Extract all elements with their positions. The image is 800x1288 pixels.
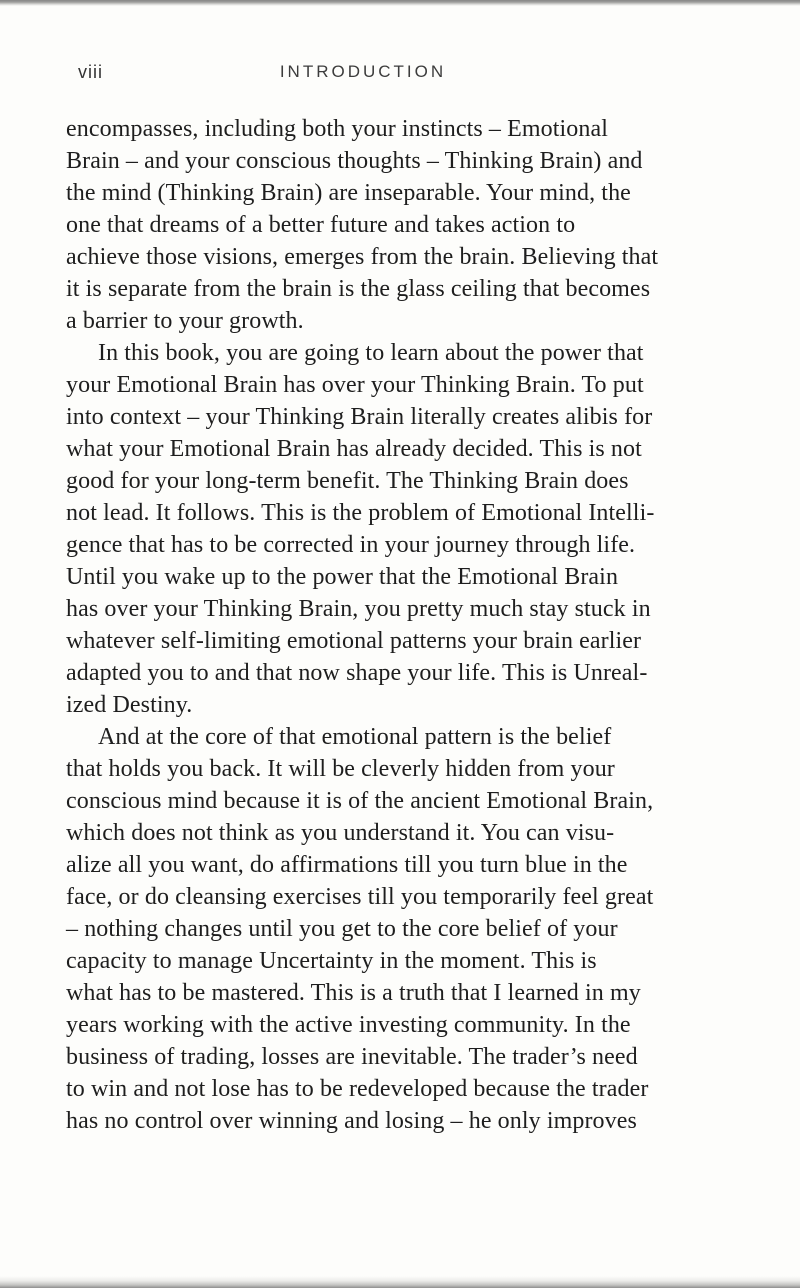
text-line: capacity to manage Uncertainty in the moment. This is bbox=[66, 948, 597, 974]
text-line: conscious mind because it is of the ancient Emotional Brain, bbox=[66, 788, 654, 814]
text-line: ized Destiny. bbox=[66, 692, 193, 718]
page-top-edge bbox=[0, 0, 800, 6]
text-line: Until you wake up to the power that the Emotional Brain bbox=[66, 564, 619, 590]
text-line: one that dreams of a better future and takes action to bbox=[66, 212, 576, 238]
text-line: And at the core of that emotional pattern is the belief bbox=[98, 724, 612, 750]
text-line: what your Emotional Brain has already decided. This is not bbox=[66, 436, 642, 462]
page-number: viii bbox=[78, 62, 103, 82]
text-line: into context – your Thinking Brain literally creates alibis for bbox=[66, 404, 653, 430]
text-line: whatever self-limiting emotional patterns your brain earlier bbox=[66, 628, 642, 654]
text-line: has no control over winning and losing – he only improves bbox=[66, 1108, 637, 1134]
text-line: good for your long-term benefit. The Thinking Brain does bbox=[66, 468, 629, 494]
text-line: face, or do cleansing exercises till you temporarily feel great bbox=[66, 884, 654, 910]
text-line: In this book, you are going to learn about the power that bbox=[98, 340, 644, 366]
text-block bbox=[66, 113, 666, 1137]
text-line: encompasses, including both your instincts – Emotional bbox=[66, 116, 609, 142]
text-line: your Emotional Brain has over your Thinking Brain. To put bbox=[66, 372, 644, 398]
text-line: gence that has to be corrected in your journey through life. bbox=[66, 532, 636, 558]
text-line: it is separate from the brain is the glass ceiling that becomes bbox=[66, 276, 651, 302]
text-line: that holds you back. It will be cleverly hidden from your bbox=[66, 756, 615, 782]
text-line: adapted you to and that now shape your life. This is Unreal- bbox=[66, 660, 648, 686]
text-line: alize all you want, do affirmations till you turn blue in the bbox=[66, 852, 628, 878]
text-line: has over your Thinking Brain, you pretty much stay stuck in bbox=[66, 596, 651, 622]
text-line: – nothing changes until you get to the core belief of your bbox=[66, 916, 618, 942]
text-line: business of trading, losses are inevitable. The trader’s need bbox=[66, 1044, 638, 1070]
paragraph bbox=[66, 113, 666, 337]
text-line: the mind (Thinking Brain) are inseparable. Your mind, the bbox=[66, 180, 631, 206]
text-line: to win and not lose has to be redeveloped because the trader bbox=[66, 1076, 649, 1102]
text-line: not lead. It follows. This is the problem of Emotional Intelli- bbox=[66, 500, 655, 526]
text-line: Brain – and your conscious thoughts – Thinking Brain) and bbox=[66, 148, 643, 174]
paragraph bbox=[66, 337, 666, 721]
text-line: which does not think as you understand it. You can visu- bbox=[66, 820, 615, 846]
paragraph bbox=[66, 721, 666, 1137]
page-bottom-edge bbox=[0, 1276, 800, 1288]
text-line: achieve those visions, emerges from the brain. Believing that bbox=[66, 244, 659, 270]
running-head: INTRODUCTION bbox=[279, 62, 447, 81]
text-line: a barrier to your growth. bbox=[66, 308, 304, 334]
text-line: what has to be mastered. This is a truth that I learned in my bbox=[66, 980, 641, 1006]
page-header bbox=[66, 60, 660, 88]
text-line: years working with the active investing community. In the bbox=[66, 1012, 631, 1038]
